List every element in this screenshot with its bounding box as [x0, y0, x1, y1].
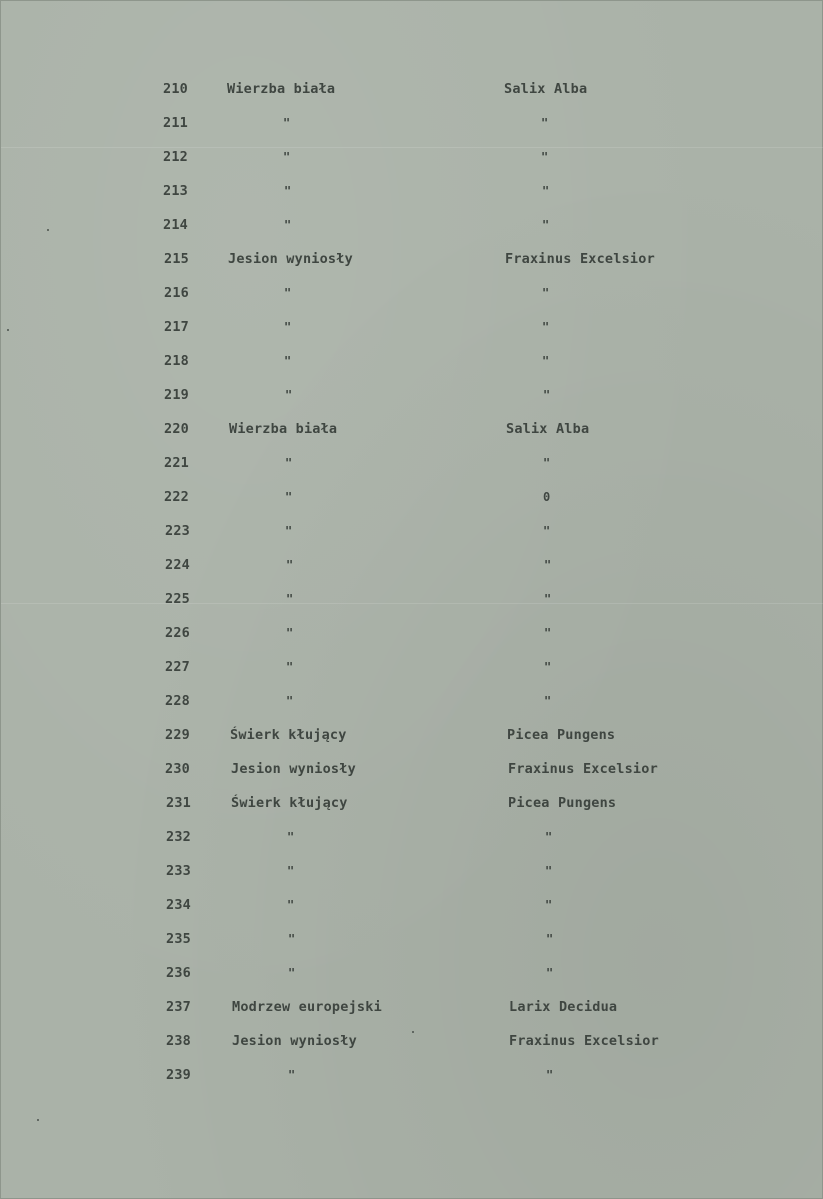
polish-name: Jesion wyniosły	[231, 761, 356, 777]
row-number: 226	[165, 625, 190, 641]
latin-name: "	[543, 388, 551, 402]
polish-name: "	[286, 592, 294, 606]
latin-name: "	[543, 456, 551, 470]
list-row	[1, 78, 823, 100]
row-number: 229	[165, 727, 190, 743]
polish-name: "	[284, 354, 292, 368]
latin-name: Picea Pungens	[508, 795, 617, 811]
polish-name: "	[288, 966, 296, 980]
latin-name: Larix Decidua	[509, 999, 618, 1015]
list-row	[1, 724, 823, 746]
latin-name: "	[542, 354, 550, 368]
list-row	[1, 282, 823, 304]
row-number: 228	[165, 693, 190, 709]
list-row	[1, 112, 823, 134]
row-number: 221	[164, 455, 189, 471]
polish-name: "	[287, 830, 295, 844]
row-number: 218	[164, 353, 189, 369]
row-number: 238	[166, 1033, 191, 1049]
latin-name: "	[541, 150, 549, 164]
polish-name: "	[286, 626, 294, 640]
latin-name: Salix Alba	[506, 421, 590, 437]
latin-name: "	[544, 558, 552, 572]
row-number: 227	[165, 659, 190, 675]
latin-name: "	[546, 1068, 554, 1082]
polish-name: Świerk kłujący	[231, 795, 348, 811]
latin-name: "	[544, 626, 552, 640]
row-number: 217	[164, 319, 189, 335]
row-number: 233	[166, 863, 191, 879]
row-number: 239	[166, 1067, 191, 1083]
polish-name: "	[284, 218, 292, 232]
polish-name: "	[285, 490, 293, 504]
row-number: 237	[166, 999, 191, 1015]
row-number: 215	[164, 251, 189, 267]
polish-name: "	[286, 694, 294, 708]
polish-name: "	[283, 150, 291, 164]
list-row	[1, 792, 823, 814]
latin-name: 0	[543, 490, 551, 504]
row-number: 232	[166, 829, 191, 845]
row-number: 216	[164, 285, 189, 301]
polish-name: "	[288, 932, 296, 946]
polish-name: Jesion wyniosły	[232, 1033, 357, 1049]
list-row	[1, 350, 823, 372]
list-row	[1, 928, 823, 950]
row-number: 230	[165, 761, 190, 777]
latin-name: "	[545, 830, 553, 844]
list-row	[1, 962, 823, 984]
latin-name: Fraxinus Excelsior	[505, 251, 655, 267]
list-row	[1, 486, 823, 508]
list-row	[1, 622, 823, 644]
polish-name: Wierzba biała	[227, 81, 336, 97]
latin-name: "	[545, 864, 553, 878]
latin-name: Salix Alba	[504, 81, 588, 97]
list-row	[1, 452, 823, 474]
row-number: 213	[163, 183, 188, 199]
polish-name: "	[284, 320, 292, 334]
latin-name: "	[541, 116, 549, 130]
list-row	[1, 1030, 823, 1052]
latin-name: "	[542, 320, 550, 334]
polish-name: "	[285, 456, 293, 470]
latin-name: "	[543, 524, 551, 538]
list-row	[1, 860, 823, 882]
polish-name: Jesion wyniosły	[228, 251, 353, 267]
row-number: 214	[163, 217, 188, 233]
polish-name: "	[285, 524, 293, 538]
list-row	[1, 214, 823, 236]
row-number: 222	[164, 489, 189, 505]
list-row	[1, 826, 823, 848]
latin-name: "	[542, 218, 550, 232]
row-number: 234	[166, 897, 191, 913]
list-row	[1, 1064, 823, 1086]
polish-name: "	[283, 116, 291, 130]
row-number: 236	[166, 965, 191, 981]
latin-name: Picea Pungens	[507, 727, 616, 743]
latin-name: "	[546, 966, 554, 980]
list-row	[1, 384, 823, 406]
list-row	[1, 894, 823, 916]
polish-name: "	[286, 660, 294, 674]
list-row	[1, 996, 823, 1018]
latin-name: "	[546, 932, 554, 946]
latin-name: "	[544, 694, 552, 708]
row-number: 235	[166, 931, 191, 947]
row-number: 219	[164, 387, 189, 403]
latin-name: "	[545, 898, 553, 912]
list-row	[1, 554, 823, 576]
polish-name: Modrzew europejski	[232, 999, 382, 1015]
polish-name: "	[284, 184, 292, 198]
list-row	[1, 146, 823, 168]
row-number: 225	[165, 591, 190, 607]
latin-name: Fraxinus Excelsior	[509, 1033, 659, 1049]
row-number: 212	[163, 149, 188, 165]
polish-name: "	[287, 898, 295, 912]
list-row	[1, 180, 823, 202]
row-number: 211	[163, 115, 188, 131]
list-row	[1, 418, 823, 440]
polish-name: "	[288, 1068, 296, 1082]
polish-name: "	[287, 864, 295, 878]
list-row	[1, 588, 823, 610]
polish-name: "	[286, 558, 294, 572]
list-row	[1, 758, 823, 780]
latin-name: "	[544, 592, 552, 606]
polish-name: Wierzba biała	[229, 421, 338, 437]
row-number: 223	[165, 523, 190, 539]
polish-name: "	[284, 286, 292, 300]
row-number: 231	[166, 795, 191, 811]
polish-name: "	[285, 388, 293, 402]
list-row	[1, 656, 823, 678]
list-row	[1, 248, 823, 270]
list-row	[1, 690, 823, 712]
paper-speck	[37, 1119, 39, 1121]
latin-name: "	[542, 286, 550, 300]
row-number: 224	[165, 557, 190, 573]
list-row	[1, 520, 823, 542]
polish-name: Świerk kłujący	[230, 727, 347, 743]
row-number: 220	[164, 421, 189, 437]
latin-name: "	[544, 660, 552, 674]
latin-name: Fraxinus Excelsior	[508, 761, 658, 777]
latin-name: "	[542, 184, 550, 198]
list-row	[1, 316, 823, 338]
row-number: 210	[163, 81, 188, 97]
